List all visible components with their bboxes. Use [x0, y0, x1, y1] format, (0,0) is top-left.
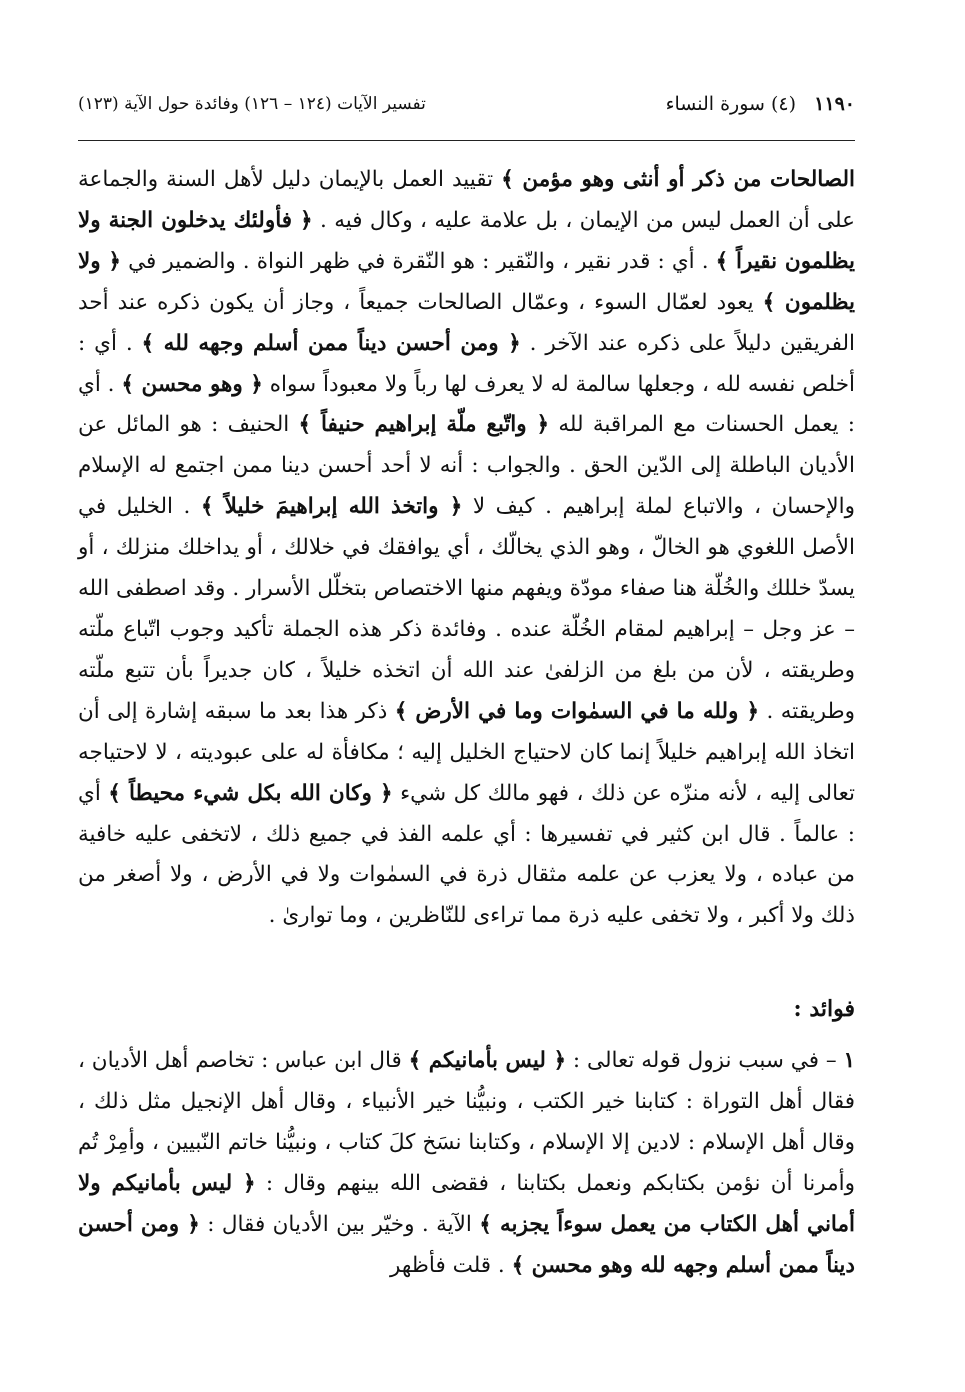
commentary-text-5: . أي : يعمل الحسنات مع المراقبة لله — [78, 371, 855, 438]
fawaid-body — [78, 1040, 855, 1286]
verse-ref-8: ﴿ ولله ما في السمٰوات وما في الأرض ﴾ — [394, 698, 760, 724]
commentary-text-1: تقييد العمل بالإيمان دليل لأهل السنة والجماعة على أن العمل ليس من الإيمان ، بل علامة عليه ، وكال فيه . — [78, 167, 855, 233]
verse-ref-6: ﴿ واتّبع ملّة إبراهيم حنيفاً ﴾ — [298, 412, 550, 438]
verse-ref-9: ﴿ وكان الله بكل شيء محيطاً ﴾ — [108, 780, 393, 806]
header-divider — [78, 140, 855, 141]
commentary-text-6: الحنيف : هو المائل عن الأديان الباطلة إلى الدّين الحق . والجواب : أنه لا أحد أحسن دينا ممن اجتمع له الإسلام والإحسان ، والاتباع لملة إبراهيم . كيف لا — [78, 412, 856, 520]
commentary-text-8: ذكر هذا بعد ما سبقه إشارة إلى أن اتخاذ الله إبراهيم خليلاً إنما كان لاحتياج الخليل إليه ؛ مكافأة له على عبوديته ، لا لاحتياجه تعالى إليه ، لأنه منزّه عن ذلك ، فهو مالك كل شيء — [78, 698, 855, 806]
verse-ref-1: الصالحات من ذكر أو أنثى وهو مؤمن ﴾ — [501, 167, 855, 192]
verse-ref-4: ﴿ ومن أحسن ديناً ممن أسلم وجهه لله ﴾ — [141, 330, 521, 356]
commentary-text-2: . أي : قدر نقير ، والنّقير : هو النّقرة في ظهر النواة . والضمير في — [120, 248, 716, 274]
benefit-text-2: قال ابن عباس : تخاصم أهل الأديان ، فقال أهل التوراة : كتابنا خير الكتب ، ونبيُّنا خير الأنبياء ، وقال أهل الإنجيل مثل ذلك ، وقال أهل الإسلام : لادين إلا الإسلام ، وكتابنا نسَخ كلَ كتاب ، ونبيُّنا خاتم النّبيين ، وأمِرْ تُم وأمرنا أن نؤمن بكتابكم ونعمل بكتابنا ، فقضى الله بينهم وقال : — [78, 1048, 856, 1196]
commentary-body — [78, 160, 855, 937]
benefit-verse-1: ﴿ ليس بأمانيكم ﴾ — [408, 1048, 567, 1073]
benefit-verse-3: ﴿ ومن أحسن ديناً ممن أسلم وجهه لله وهو محسن ﴾ — [78, 1212, 855, 1278]
commentary-text-7: . الخليل في الأصل اللغوي هو الخالّ ، وهو الذي يخالّك ، أي يوافقك في خلالك ، أو يداخلك منزلك ، أو يسدّ خللك والخُلّة هنا صفاء مودّة ويفهم منها الاختصاص بتخلّل الأسرار . وقد اصطفى الله – عز وجل – إبراهيم لمقام الخُلّة عنده . وفائدة ذكر هذه الجملة تأكيد وجوب اتّباع ملّته وطريقته ، لأن من بلغ من الزلفىٰ عند الله أن اتخذه خليلاً ، كان جديراً بأن تتبع ملّته وطريقته . — [78, 494, 855, 724]
verse-ref-7: ﴿ واتخذ الله إبراهيمَ خليلاً ﴾ — [200, 494, 463, 520]
page-number: ١١٩٠ — [814, 93, 855, 115]
commentary-text-4: . أي : أخلص نفسه لله ، وجعلها سالمة له لا يعرف لها رباً ولا معبوداً سواه — [78, 330, 855, 397]
verse-ref-3: ﴿ ولا يظلمون ﴾ — [78, 248, 855, 315]
benefit-text-1: – في سبب نزول قوله تعالى : — [566, 1048, 844, 1073]
page-header — [78, 86, 855, 122]
verse-ref-5: ﴿ وهو محسن ﴾ — [121, 371, 263, 397]
commentary-text-3: يعود لعمّال السوء ، وعمّال الصالحات جميعاً ، وجاز أن يكون ذكره عند أحد الفريقين دليلاً على ذكره عند الآخر . — [78, 289, 856, 356]
page-number-and-surah — [666, 93, 855, 115]
verse-ref-2: ﴿ فأولئك يدخلون الجنة ولا يظلمون نقيراً ﴾ — [78, 207, 855, 274]
benefit-text-3: الآية . وخيّر بين الأديان فقال : — [199, 1212, 480, 1237]
surah-label: (٤) سورة النساء — [665, 93, 797, 115]
benefit-text-4: . قلت فأظهر — [390, 1253, 512, 1278]
fawaid-heading: فوائد : — [793, 996, 855, 1022]
benefit-verse-2: ﴿ ليس بأمانيكم ولا أماني أهل الكتاب من يعمل سوءاً يجزبه ﴾ — [78, 1171, 855, 1237]
commentary-text-9: أي : عالماً . قال ابن كثير في تفسيرها : أي علمه الفذ في جميع ذلك ، لاتخفى عليه خافية من عباده ، ولا يعزب عن علمه مثقال ذرة في السمٰوات ولا في الأرض ، ولا أصغر من ذلك ولا أكبر ، ولا تخفى عليه ذرة مما تراءى للنّاظرين ، وما توارىٰ . — [78, 780, 855, 929]
benefit-number: ١ — [843, 1048, 856, 1073]
section-title: تفسير الآيات (١٢٤ – ١٢٦) وفائدة حول الآية (١٢٣) — [78, 94, 426, 114]
